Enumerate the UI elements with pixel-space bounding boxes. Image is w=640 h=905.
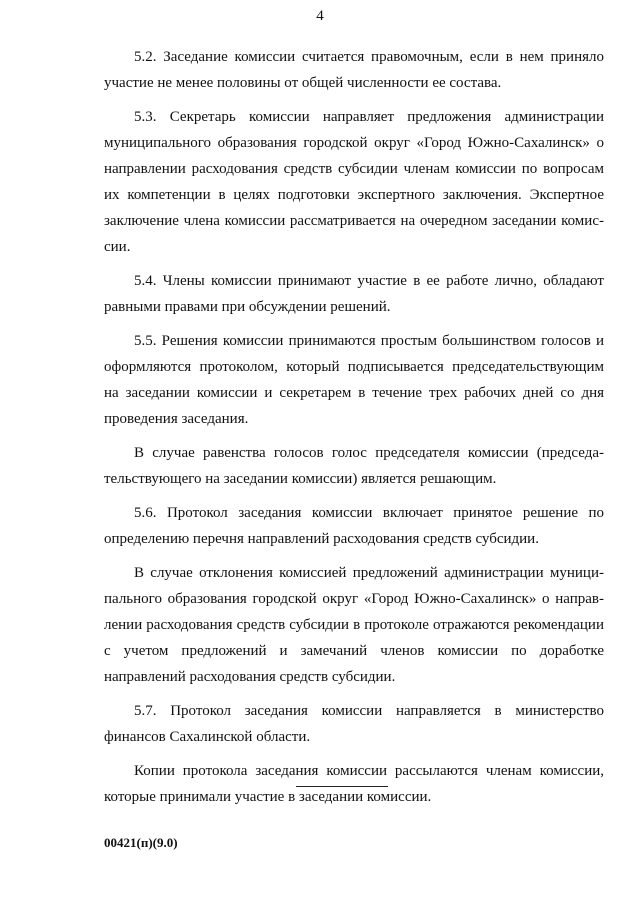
paragraph-5-5: 5.5. Решения комиссии принимаются простым большинством голосов и оформляются протоколом, который подписывается председательствующим на заседании комиссии и секретарем в течение трех рабочих дней со дня проведения заседания. [104,333,604,427]
paragraph-5-3: 5.3. Секретарь комиссии направляет предложения администрации муниципального образования городской округ «Город Южно-Сахалинск» о направлении расходования средств субсидии членам комиссии по вопросам их компетенции в целях подготовки экспертного заключения. Экспертное заключение члена комиссии рассматривается на очередном заседании комиссии. [104,109,604,255]
paragraph-5-4: 5.4. Члены комиссии принимают участие в ее работе лично, обладают равными правами при обсуждении решений. [104,273,604,315]
document-code: 00421(п)(9.0) [104,835,178,850]
end-divider-line [296,786,388,787]
paragraph-rejection: В случае отклонения комиссией предложений администрации муниципального образования городской округ «Город Южно-Сахалинск» о направлении расходования средств субсидии в протоколе отражаются рекомендации с учетом предложений и замечаний членов комиссии по доработке направлений расходования средств субсидии. [104,565,604,685]
paragraph-5-7: 5.7. Протокол заседания комиссии направляется в министерство финансов Сахалинской области. [104,703,604,745]
paragraph-5-6: 5.6. Протокол заседания комиссии включает принятое решение по определению перечня направлений расходования средств субсидии. [104,505,604,547]
paragraph-tie-vote: В случае равенства голосов голос председателя комиссии (председательствующего на заседании комиссии) является решающим. [104,445,604,487]
page-number: 4 [316,8,324,24]
document-body [104,44,604,818]
paragraph-5-2: 5.2. Заседание комиссии считается правомочным, если в нем приняло участие не менее половины от общей численности ее состава. [104,49,604,91]
paragraph-copies: Копии протокола заседания комиссии рассылаются членам комиссии, которые принимали участие в заседании комиссии. [104,763,604,805]
